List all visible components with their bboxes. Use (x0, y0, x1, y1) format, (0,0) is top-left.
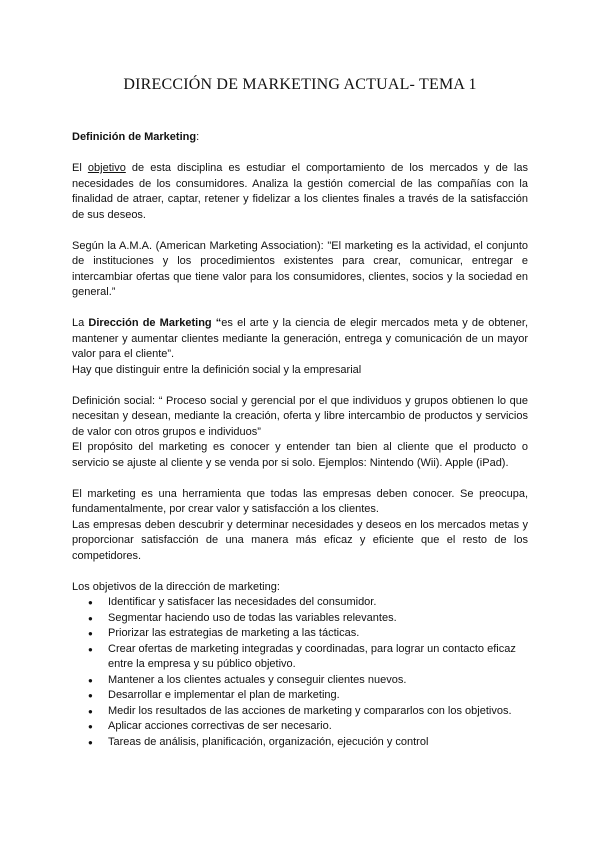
p1-after: de esta disciplina es estudiar el comportamiento de los mercados y de las necesidades de los consumidores. Analiza la gestión comercial de las compañías con la finalidad de atraer, captar, retener y fidelizar a los clientes finales a través de la satisfacción de sus deseos. (72, 162, 528, 221)
p3-before: La (72, 317, 89, 329)
p3-bold: Dirección de Marketing “ (88, 317, 222, 329)
paragraph-marketing-direction (72, 316, 528, 363)
paragraph-social-definition: Definición social: “ Proceso social y gerencial por el que individuos y grupos obtienen lo que necesitan y desean, mediante la creación, oferta y libre intercambio de productos y servicios de valor con otros grupos e individuos” (72, 394, 528, 438)
definition-heading-colon: : (196, 131, 200, 143)
definition-heading (72, 130, 528, 146)
list-item: ● Mantener a los clientes actuales y conseguir clientes nuevos. (72, 673, 528, 689)
list-item: ● Segmentar haciendo uso de todas las variables relevantes. (72, 611, 528, 627)
paragraph-objective (72, 161, 528, 223)
p1-before: El (72, 162, 88, 174)
paragraph-purpose: El propósito del marketing es conocer y entender tan bien al cliente que el producto o servicio se ajuste al cliente y se venda por si solo. Ejemplos: Nintendo (Wii). Apple (iPad). (72, 441, 528, 469)
objectives-list (72, 595, 528, 750)
objectives-intro: Los objetivos de la dirección de marketing: (72, 580, 280, 593)
paragraph-distinguish: Hay que distinguir entre la definición social y la empresarial (72, 363, 362, 376)
list-item: ● Aplicar acciones correctivas de ser necesario. (72, 719, 528, 735)
list-item: ● Identificar y satisfacer las necesidades del consumidor. (72, 595, 528, 611)
page-title: DIRECCIÓN DE MARKETING ACTUAL- TEMA 1 (123, 76, 477, 93)
list-item: ● Priorizar las estrategias de marketing a las tácticas. (72, 626, 528, 642)
p3-after: es el arte y la ciencia de elegir mercados meta y de obtener, mantener y aumentar clientes mediante la generación, entrega y comunicación de un mayor valor para el cliente”. (72, 317, 528, 360)
list-item: ● Medir los resultados de las acciones de marketing y compararlos con los objetivos. (72, 704, 528, 720)
list-item: ● Tareas de análisis, planificación, organización, ejecución y control (72, 735, 528, 751)
list-item: ● Desarrollar e implementar el plan de marketing. (72, 688, 528, 704)
paragraph-ama-definition: Según la A.M.A. (American Marketing Association): "El marketing es la actividad, el conjunto de instituciones y los procedimientos existentes para crear, comunicar, entregar e intercambiar ofertas que tiene valor para los consumidores, clientes, socios y la sociedad en general.” (72, 239, 528, 298)
objective-link[interactable]: objetivo (87, 162, 126, 174)
document-body (72, 130, 528, 750)
list-item: ● Crear ofertas de marketing integradas y coordinadas, para lograr un contacto eficaz entre la empresa y su público objetivo. (72, 642, 528, 673)
paragraph-companies: Las empresas deben descubrir y determinar necesidades y deseos en los mercados metas y proporcionar satisfacción de una manera más eficaz y eficiente que el resto de los competidores. (72, 518, 528, 562)
paragraph-tool: El marketing es una herramienta que todas las empresas deben conocer. Se preocupa, fundamentalmente, por crear valor y satisfacción a los clientes. (72, 487, 528, 515)
definition-heading-text: Definición de Marketing (72, 131, 197, 143)
